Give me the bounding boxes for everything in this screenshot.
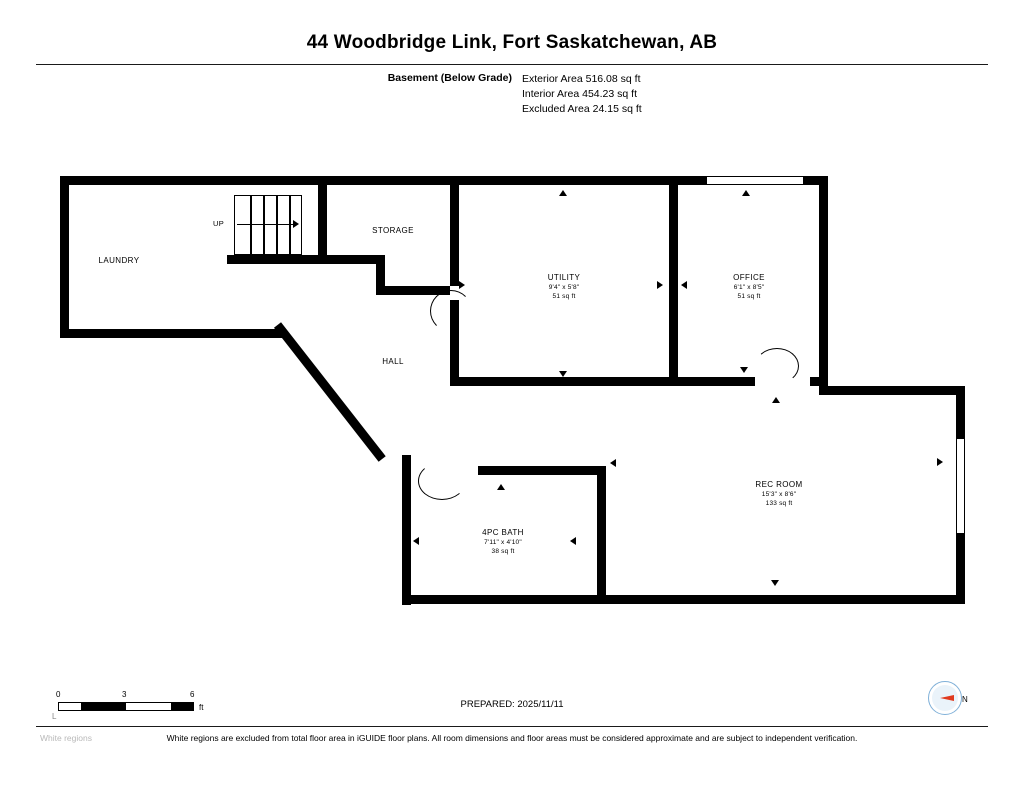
compass-needle-icon [928,681,962,715]
wall-recroom-right-upper [956,386,965,438]
scale-left-letter: L [52,712,57,721]
scale-tick-6: 6 [190,690,195,699]
wall-office-left [669,176,678,386]
room-name-utility: UTILITY [547,273,581,282]
room-name-laundry: LAUNDRY [98,256,140,265]
arrow-bath-left [413,537,419,545]
scale-unit-label: ft [199,703,204,712]
wall-storage-bottom [227,255,385,264]
arrow-office-top [742,190,750,196]
door-bath-swing [418,462,466,500]
room-name-bath: 4PC BATH [482,528,524,537]
room-name-office: OFFICE [733,273,765,282]
prepared-date: PREPARED: 2025/11/11 [460,699,564,710]
door-office-swing [755,348,799,384]
arrow-recroom-window [937,458,943,466]
disclaimer-text: White regions are excluded from total floor area in iGUIDE floor plans. All room dimensions and floor areas must be considered approximate and are subject to independent verification. [166,733,858,743]
room-dimensions-office: 6'1" x 8'5" [733,283,765,291]
arrow-office-door [740,367,748,373]
arrow-bath-right [570,537,576,545]
room-dimensions-bath: 7'11" x 4'10" [484,538,522,546]
room-dimensions-recroom: 15'3" x 8'6" [761,490,797,498]
room-area-office: 51 sq ft [737,293,761,300]
room-label-office [704,273,794,302]
wall-utility-left [450,176,459,286]
room-dimensions-utility: 9'4" x 5'8" [548,283,580,291]
arrow-office-left [681,281,687,289]
compass-north-label: N [962,695,968,704]
arrow-recroom-upper-left [610,459,616,467]
arrow-utility-left-mid [459,281,465,289]
room-label-laundry [74,256,164,266]
stair-up-label: UP [213,219,225,228]
scale-tick-3: 3 [122,690,127,699]
scale-tick-0: 0 [56,690,61,699]
wall-top-left [60,176,706,185]
wall-right-exterior-upper [819,176,828,386]
arrow-utility-top [559,190,567,196]
room-label-utility [519,273,609,302]
room-area-bath: 38 sq ft [491,548,515,555]
wall-office-bottom-right [810,377,828,386]
arrow-utility-bottom [559,371,567,377]
room-label-storage [348,226,438,236]
interior-area-text: Interior Area 454.23 sq ft [522,88,637,100]
wall-storage-left [318,176,327,261]
arrow-bath-top [497,484,505,490]
watermark-text: White regions [40,733,92,743]
room-name-recroom: REC ROOM [755,480,803,489]
wall-laundry-bottom [60,329,282,338]
arrow-utility-right-a [657,281,663,289]
window-recroom-right [956,438,965,534]
stair-tread-4 [289,196,291,254]
wall-office-bottom [669,377,755,386]
stair-direction-arrow [293,220,299,228]
wall-recroom-bottom [402,595,965,604]
wall-diagonal-hall [274,322,386,462]
stair-tread-1 [250,196,252,254]
compass-rose [928,681,962,715]
room-label-bath [458,528,548,557]
room-name-storage: STORAGE [372,226,414,235]
wall-bath-right [597,466,606,596]
room-name-hall: HALL [382,357,404,366]
window-office-top [706,176,804,185]
page-title: 44 Woodbridge Link, Fort Saskatchewan, AB [306,32,718,53]
room-area-recroom: 133 sq ft [765,500,793,507]
level-label: Basement (Below Grade) [387,72,512,84]
exterior-area-text: Exterior Area 516.08 sq ft [522,73,641,85]
wall-recroom-top [819,386,965,395]
door-utility-swing [430,290,472,332]
room-label-hall [348,357,438,367]
excluded-area-text: Excluded Area 24.15 sq ft [522,103,642,115]
wall-left-exterior [60,176,69,338]
arrow-recroom-bottom [771,580,779,586]
staircase [234,195,302,255]
arrow-recroom-top-left [772,397,780,403]
stair-tread-2 [263,196,265,254]
stair-tread-3 [276,196,278,254]
room-area-utility: 51 sq ft [552,293,576,300]
footer-divider [36,726,988,727]
wall-utility-bottom [450,377,678,386]
wall-bath-left [402,466,411,604]
wall-bath-top [478,466,606,475]
room-label-recroom [734,480,824,509]
stair-direction-line [237,224,295,225]
wall-recroom-right-lower [956,534,965,604]
